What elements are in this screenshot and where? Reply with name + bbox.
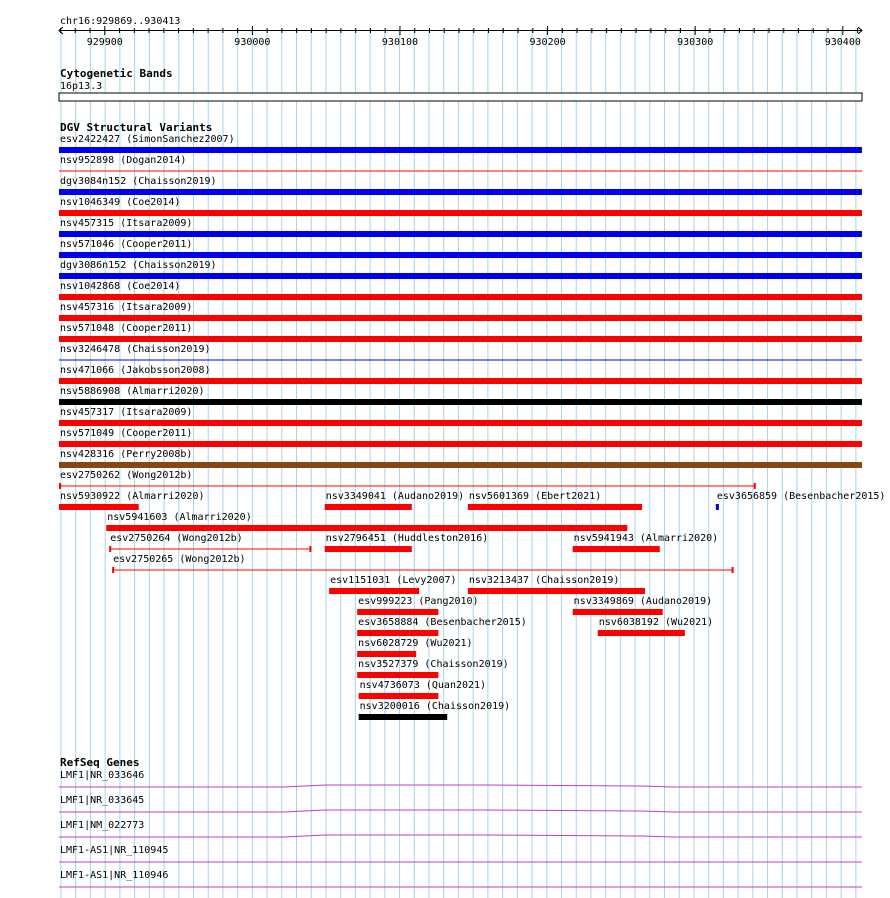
- dgv-feature-label: nsv457316 (Itsara2009): [60, 302, 193, 313]
- dgv-feature[interactable]: [59, 155, 862, 171]
- dgv-feature-label: nsv457317 (Itsara2009): [60, 407, 193, 418]
- dgv-feature-label: nsv5941603 (Almarri2020): [107, 512, 252, 523]
- dgv-feature-bar[interactable]: [573, 546, 660, 552]
- ruler-tick-label: 930000: [234, 37, 271, 48]
- dgv-feature-label: nsv5886908 (Almarri2020): [60, 386, 205, 397]
- refseq-gene-label: LMF1|NR_033645: [60, 795, 145, 806]
- dgv-feature[interactable]: [598, 617, 713, 636]
- dgv-feature-bar[interactable]: [59, 504, 139, 510]
- dgv-feature-label: dgv3084n152 (Chaisson2019): [60, 176, 217, 187]
- dgv-feature[interactable]: [59, 407, 862, 426]
- dgv-feature[interactable]: [59, 428, 862, 447]
- dgv-feature-bar[interactable]: [329, 588, 419, 594]
- dgv-feature[interactable]: [716, 491, 886, 510]
- dgv-features: [59, 134, 885, 720]
- dgv-feature-label: nsv428316 (Perry2008b): [60, 449, 193, 460]
- dgv-feature-label: nsv471066 (Jakobsson2008): [60, 365, 211, 376]
- dgv-feature-label: nsv3213437 (Chaisson2019): [468, 575, 620, 586]
- dgv-feature-label: nsv571049 (Cooper2011): [60, 428, 193, 439]
- dgv-title: DGV Structural Variants: [60, 121, 213, 134]
- refseq-title: RefSeq Genes: [60, 756, 140, 769]
- dgv-feature[interactable]: [468, 575, 645, 594]
- dgv-feature[interactable]: [59, 260, 862, 279]
- cytoband-track: [59, 67, 862, 101]
- dgv-feature-bar[interactable]: [59, 315, 862, 321]
- dgv-feature-label: esv2750264 (Wong2012b): [110, 533, 243, 544]
- dgv-feature-label: nsv5941943 (Almarri2020): [573, 533, 719, 544]
- dgv-feature-label: nsv6028729 (Wu2021): [358, 638, 473, 649]
- ruler-tick-label: 929900: [86, 37, 123, 48]
- dgv-feature-cap: [732, 567, 734, 573]
- dgv-feature[interactable]: [59, 365, 862, 384]
- dgv-feature-label: nsv3246478 (Chaisson2019): [60, 344, 211, 355]
- dgv-feature-label: nsv4736073 (Quan2021): [359, 680, 487, 691]
- dgv-feature[interactable]: [59, 239, 862, 258]
- dgv-feature-bar[interactable]: [59, 441, 862, 447]
- dgv-feature-cap: [109, 546, 111, 552]
- ruler-tick-label: 930300: [677, 37, 714, 48]
- dgv-feature[interactable]: [59, 197, 862, 216]
- dgv-feature[interactable]: [357, 617, 527, 636]
- refseq-gene-label: LMF1|NM_022773: [60, 820, 145, 831]
- dgv-feature-label: nsv5601369 (Ebert2021): [468, 491, 602, 502]
- dgv-feature-bar[interactable]: [573, 609, 663, 615]
- dgv-feature[interactable]: [468, 491, 642, 510]
- refseq-genes: [59, 770, 862, 887]
- dgv-feature-bar[interactable]: [59, 210, 862, 216]
- dgv-feature[interactable]: [59, 218, 862, 237]
- dgv-feature-bar[interactable]: [59, 378, 862, 384]
- refseq-gene[interactable]: [59, 820, 862, 837]
- dgv-feature[interactable]: [59, 134, 862, 153]
- dgv-track: [59, 121, 885, 720]
- dgv-feature[interactable]: [573, 596, 712, 615]
- dgv-feature-bar[interactable]: [59, 231, 862, 237]
- coordinate-ruler[interactable]: [59, 26, 862, 48]
- dgv-feature[interactable]: [357, 638, 472, 657]
- dgv-feature-bar[interactable]: [59, 147, 862, 153]
- dgv-feature-label: esv2750262 (Wong2012b): [60, 470, 193, 481]
- dgv-feature-bar[interactable]: [357, 609, 438, 615]
- dgv-feature-label: nsv1042868 (Coe2014): [60, 281, 181, 292]
- dgv-feature-label: esv2422427 (SimonSanchez2007): [60, 134, 235, 145]
- dgv-feature-label: nsv3527379 (Chaisson2019): [358, 659, 509, 670]
- refseq-gene-line[interactable]: [59, 835, 862, 837]
- dgv-feature[interactable]: [357, 659, 509, 678]
- dgv-feature-label: nsv5930922 (Almarri2020): [60, 491, 205, 502]
- refseq-gene-line[interactable]: [59, 810, 862, 812]
- refseq-gene-label: LMF1|NR_033646: [60, 770, 145, 781]
- dgv-feature[interactable]: [59, 449, 862, 468]
- refseq-gene-label: LMF1-AS1|NR_110945: [60, 845, 169, 856]
- refseq-gene[interactable]: [59, 770, 862, 787]
- dgv-feature-label: nsv3349041 (Audano2019): [325, 491, 465, 502]
- ruler-tick-label: 930400: [824, 37, 861, 48]
- dgv-feature[interactable]: [59, 344, 862, 360]
- dgv-feature-bar[interactable]: [357, 651, 416, 657]
- dgv-feature-bar[interactable]: [106, 525, 627, 531]
- dgv-feature-bar[interactable]: [59, 294, 862, 300]
- dgv-feature-bar[interactable]: [468, 504, 642, 510]
- dgv-feature[interactable]: [329, 575, 456, 594]
- dgv-feature[interactable]: [325, 533, 489, 552]
- dgv-feature-bar[interactable]: [359, 693, 439, 699]
- dgv-feature-bar[interactable]: [59, 399, 862, 405]
- cytoband-label: 16p13.3: [60, 81, 103, 92]
- dgv-feature-bar[interactable]: [357, 630, 438, 636]
- dgv-feature-label: esv3656859 (Besenbacher2015): [716, 491, 886, 502]
- dgv-feature-bar[interactable]: [59, 336, 862, 342]
- dgv-feature-bar[interactable]: [325, 546, 412, 552]
- dgv-feature[interactable]: [59, 323, 862, 342]
- refseq-gene-line[interactable]: [59, 785, 862, 787]
- dgv-feature-bar[interactable]: [357, 672, 438, 678]
- refseq-gene[interactable]: [59, 845, 862, 862]
- dgv-feature-bar[interactable]: [59, 252, 862, 258]
- dgv-feature-label: nsv3349869 (Audano2019): [573, 596, 713, 607]
- dgv-feature-bar[interactable]: [59, 420, 862, 426]
- dgv-feature-cap: [112, 567, 114, 573]
- dgv-feature[interactable]: [59, 281, 862, 300]
- dgv-feature[interactable]: [359, 680, 486, 699]
- dgv-feature-bar[interactable]: [59, 273, 862, 279]
- dgv-feature-label: esv1151031 (Levy2007): [330, 575, 457, 586]
- ruler-track: [59, 16, 862, 48]
- dgv-feature-bar[interactable]: [359, 714, 448, 720]
- cytoband-bar[interactable]: [59, 93, 862, 101]
- dgv-feature-label: nsv952898 (Dogan2014): [60, 155, 187, 166]
- dgv-feature[interactable]: [109, 533, 311, 552]
- dgv-feature-bar[interactable]: [325, 504, 412, 510]
- refseq-gene[interactable]: [59, 870, 862, 887]
- dgv-feature[interactable]: [59, 470, 756, 489]
- dgv-feature-label: dgv3086n152 (Chaisson2019): [60, 260, 217, 271]
- region-label: chr16:929869..930413: [60, 16, 181, 27]
- dgv-feature[interactable]: [106, 512, 627, 531]
- cytoband-title: Cytogenetic Bands: [60, 67, 173, 80]
- dgv-feature-cap: [59, 483, 61, 489]
- dgv-feature-label: nsv2796451 (Huddleston2016): [325, 533, 489, 544]
- dgv-feature-label: nsv457315 (Itsara2009): [60, 218, 193, 229]
- dgv-feature[interactable]: [357, 596, 478, 615]
- dgv-feature[interactable]: [59, 491, 205, 510]
- dgv-feature-bar[interactable]: [598, 630, 685, 636]
- dgv-feature-cap: [754, 483, 756, 489]
- dgv-feature-label: nsv6038192 (Wu2021): [598, 617, 714, 628]
- dgv-feature-bar[interactable]: [716, 504, 719, 510]
- dgv-feature-label: esv3658884 (Besenbacher2015): [358, 617, 527, 628]
- dgv-feature[interactable]: [59, 302, 862, 321]
- dgv-feature[interactable]: [573, 533, 719, 552]
- dgv-feature-cap: [309, 546, 311, 552]
- refseq-gene[interactable]: [59, 795, 862, 812]
- dgv-feature-bar[interactable]: [59, 189, 862, 195]
- dgv-feature[interactable]: [112, 554, 733, 573]
- dgv-feature-label: nsv3200016 (Chaisson2019): [359, 701, 511, 712]
- dgv-feature-label: esv999223 (Pang2010): [358, 596, 479, 607]
- refseq-gene-label: LMF1-AS1|NR_110946: [60, 870, 169, 881]
- dgv-feature[interactable]: [59, 176, 862, 195]
- dgv-feature-bar[interactable]: [59, 462, 862, 468]
- dgv-feature-label: esv2750265 (Wong2012b): [113, 554, 246, 565]
- dgv-feature-label: nsv571048 (Cooper2011): [60, 323, 193, 334]
- ruler-tick-label: 930100: [381, 37, 419, 48]
- dgv-feature-bar[interactable]: [468, 588, 645, 594]
- refseq-track: [59, 756, 862, 887]
- dgv-feature-label: nsv571046 (Cooper2011): [60, 239, 193, 250]
- dgv-feature-label: nsv1046349 (Coe2014): [60, 197, 181, 208]
- ruler-tick-label: 930200: [529, 37, 566, 48]
- dgv-feature[interactable]: [59, 386, 862, 405]
